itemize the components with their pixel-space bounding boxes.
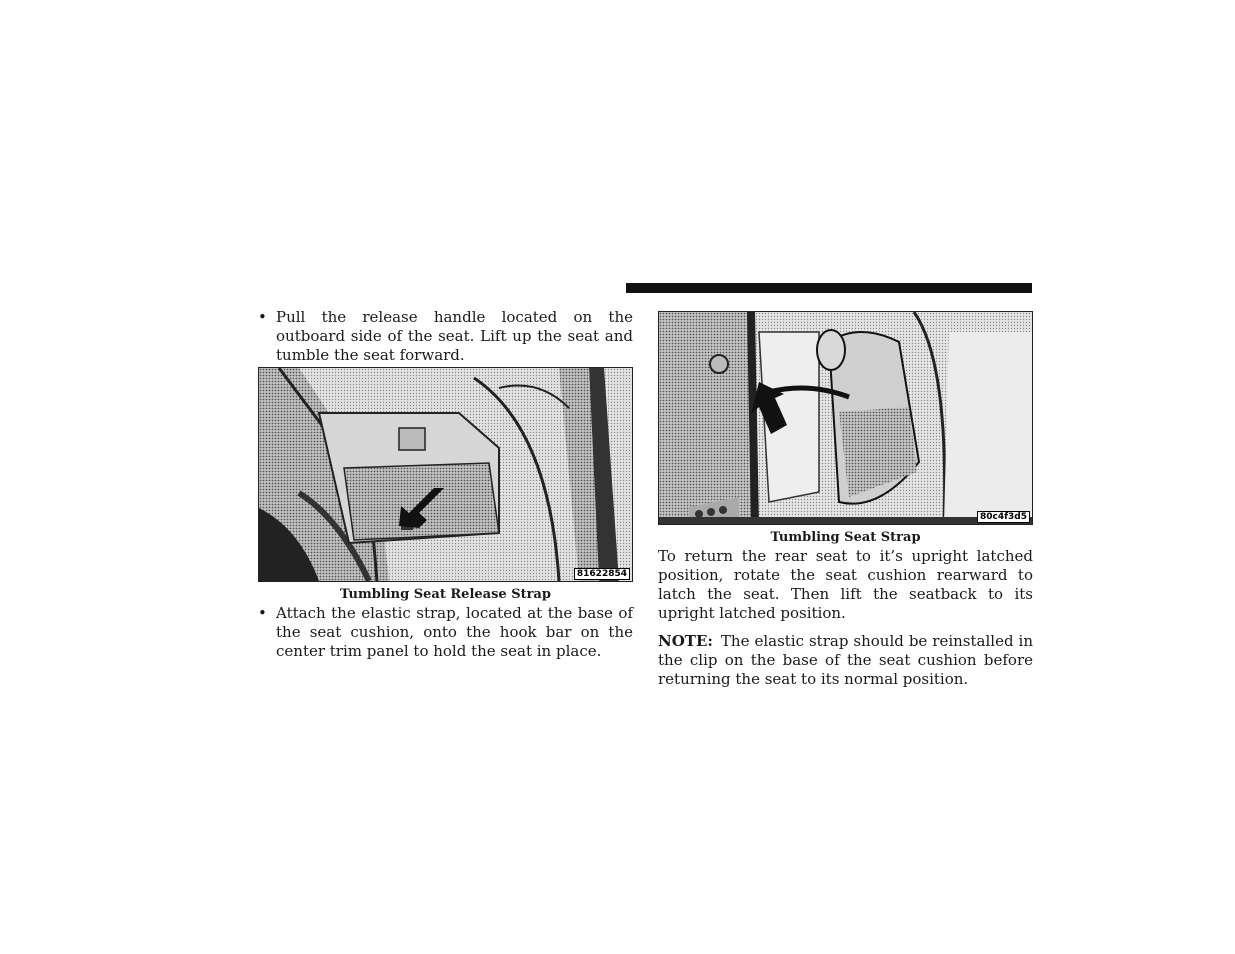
figure-code: 81622854 <box>574 568 630 580</box>
figure-code: 80c4f3d5 <box>977 511 1030 523</box>
figure-seat-strap <box>658 311 1033 525</box>
bullet-item <box>258 604 633 661</box>
section-header-bar <box>626 283 1032 293</box>
bullet-icon: • <box>258 604 267 622</box>
figure-caption: Tumbling Seat Strap <box>770 530 921 545</box>
bullet-text: Pull the release handle located on the outboard side of the seat. Lift up the seat and tumble the seat forward. <box>276 308 633 364</box>
right-column <box>658 311 1033 689</box>
note-paragraph <box>658 632 1033 689</box>
figure-caption: Tumbling Seat Release Strap <box>340 587 551 602</box>
seat-strap-illustration <box>659 312 1032 524</box>
bullet-item <box>258 308 633 365</box>
left-column <box>258 308 633 661</box>
note-label: NOTE: <box>658 632 713 650</box>
note-text: The elastic strap should be reinstalled in the clip on the base of the seat cushion before returning the seat to its normal position. <box>658 632 1033 688</box>
figure-release-strap <box>258 367 633 582</box>
bullet-icon: • <box>258 308 267 326</box>
bullet-text: Attach the elastic strap, located at the base of the seat cushion, onto the hook bar on the center trim panel to hold the seat in place. <box>276 604 633 660</box>
seat-release-illustration <box>259 368 632 581</box>
body-paragraph: To return the rear seat to it’s upright latched position, rotate the seat cushion rearward to latch the seat. Then lift the seatback to its upright latched position. <box>658 547 1033 622</box>
